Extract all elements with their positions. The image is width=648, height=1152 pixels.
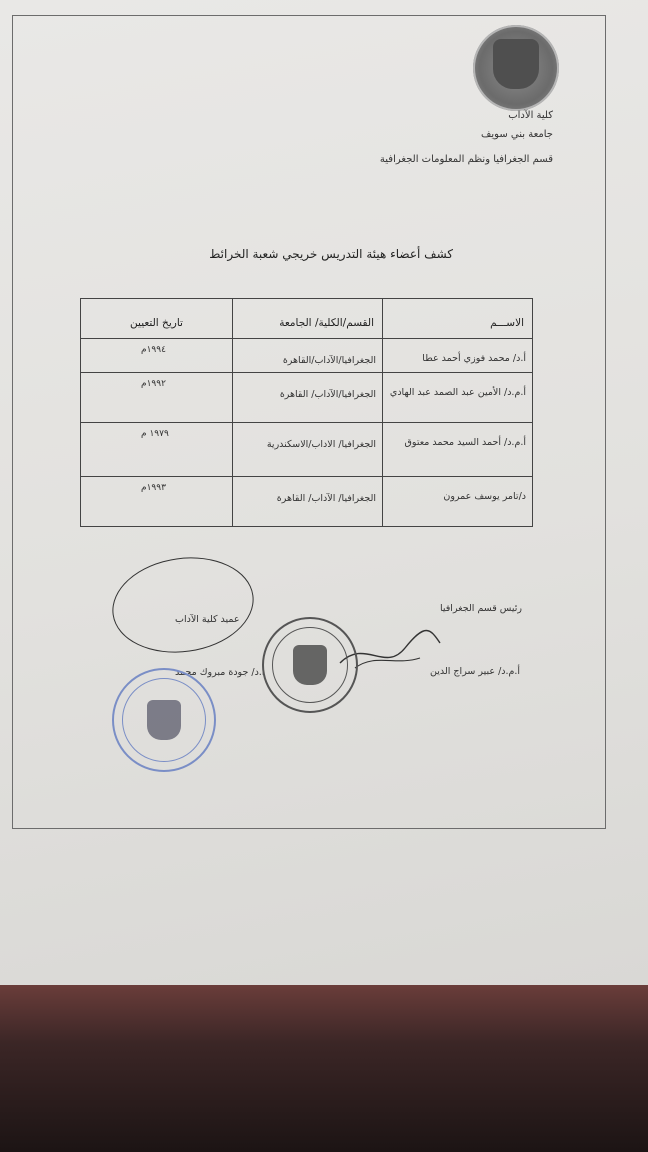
cell-name: أ.د/ محمد فوزي أحمد عطا bbox=[383, 339, 533, 373]
dean-name: أ.د/ جودة مبروك محمد bbox=[175, 667, 265, 678]
table-row bbox=[81, 339, 533, 373]
faculty-name: كلية الآداب bbox=[508, 110, 553, 121]
dean-title: عميد كلية الآداب bbox=[175, 614, 240, 625]
cell-name: د/تامر يوسف عمرون bbox=[383, 477, 533, 527]
head-title: رئيس قسم الجغرافيا bbox=[440, 603, 523, 614]
faculty-seal-stamp-icon bbox=[262, 617, 358, 713]
cell-dept: الجغرافيا/الآداب/القاهرة bbox=[233, 339, 383, 373]
cell-date: ١٩٩٢م bbox=[81, 373, 233, 423]
university-logo-icon bbox=[473, 25, 559, 111]
faculty-table bbox=[80, 298, 533, 527]
table-row bbox=[81, 477, 533, 527]
cell-dept: الجغرافيا/الآداب/ القاهرة bbox=[233, 373, 383, 423]
header-date: تاريخ التعيين bbox=[81, 299, 233, 339]
blue-seal-stamp-icon bbox=[112, 668, 216, 772]
document-title: كشف أعضاء هيئة التدريس خريجي شعبة الخرائط bbox=[209, 247, 453, 261]
table-row bbox=[81, 423, 533, 477]
cell-dept: الجغرافيا/ الآداب/ القاهرة bbox=[233, 477, 383, 527]
header-name: الاســـم bbox=[383, 299, 533, 339]
table-surface bbox=[0, 985, 648, 1152]
cell-dept: الجغرافيا/ الاداب/الاسكندرية bbox=[233, 423, 383, 477]
table-header-row bbox=[81, 299, 533, 339]
university-name: جامعة بني سويف bbox=[481, 129, 553, 140]
header-dept: القسم/الكلية/ الجامعة bbox=[233, 299, 383, 339]
cell-date: ١٩٩٤م bbox=[81, 339, 233, 373]
cell-name: أ.م.د/ أحمد السيد محمد معتوق bbox=[383, 423, 533, 477]
cell-date: ١٩٧٩ م bbox=[81, 423, 233, 477]
department-name: قسم الجغرافيا ونظم المعلومات الجغرافية bbox=[379, 154, 553, 165]
cell-name: أ.م.د/ الأمين عبد الصمد عبد الهادي bbox=[383, 373, 533, 423]
table-row bbox=[81, 373, 533, 423]
cell-date: ١٩٩٣م bbox=[81, 477, 233, 527]
head-name: أ.م.د/ عبير سراج الدين bbox=[430, 666, 521, 677]
